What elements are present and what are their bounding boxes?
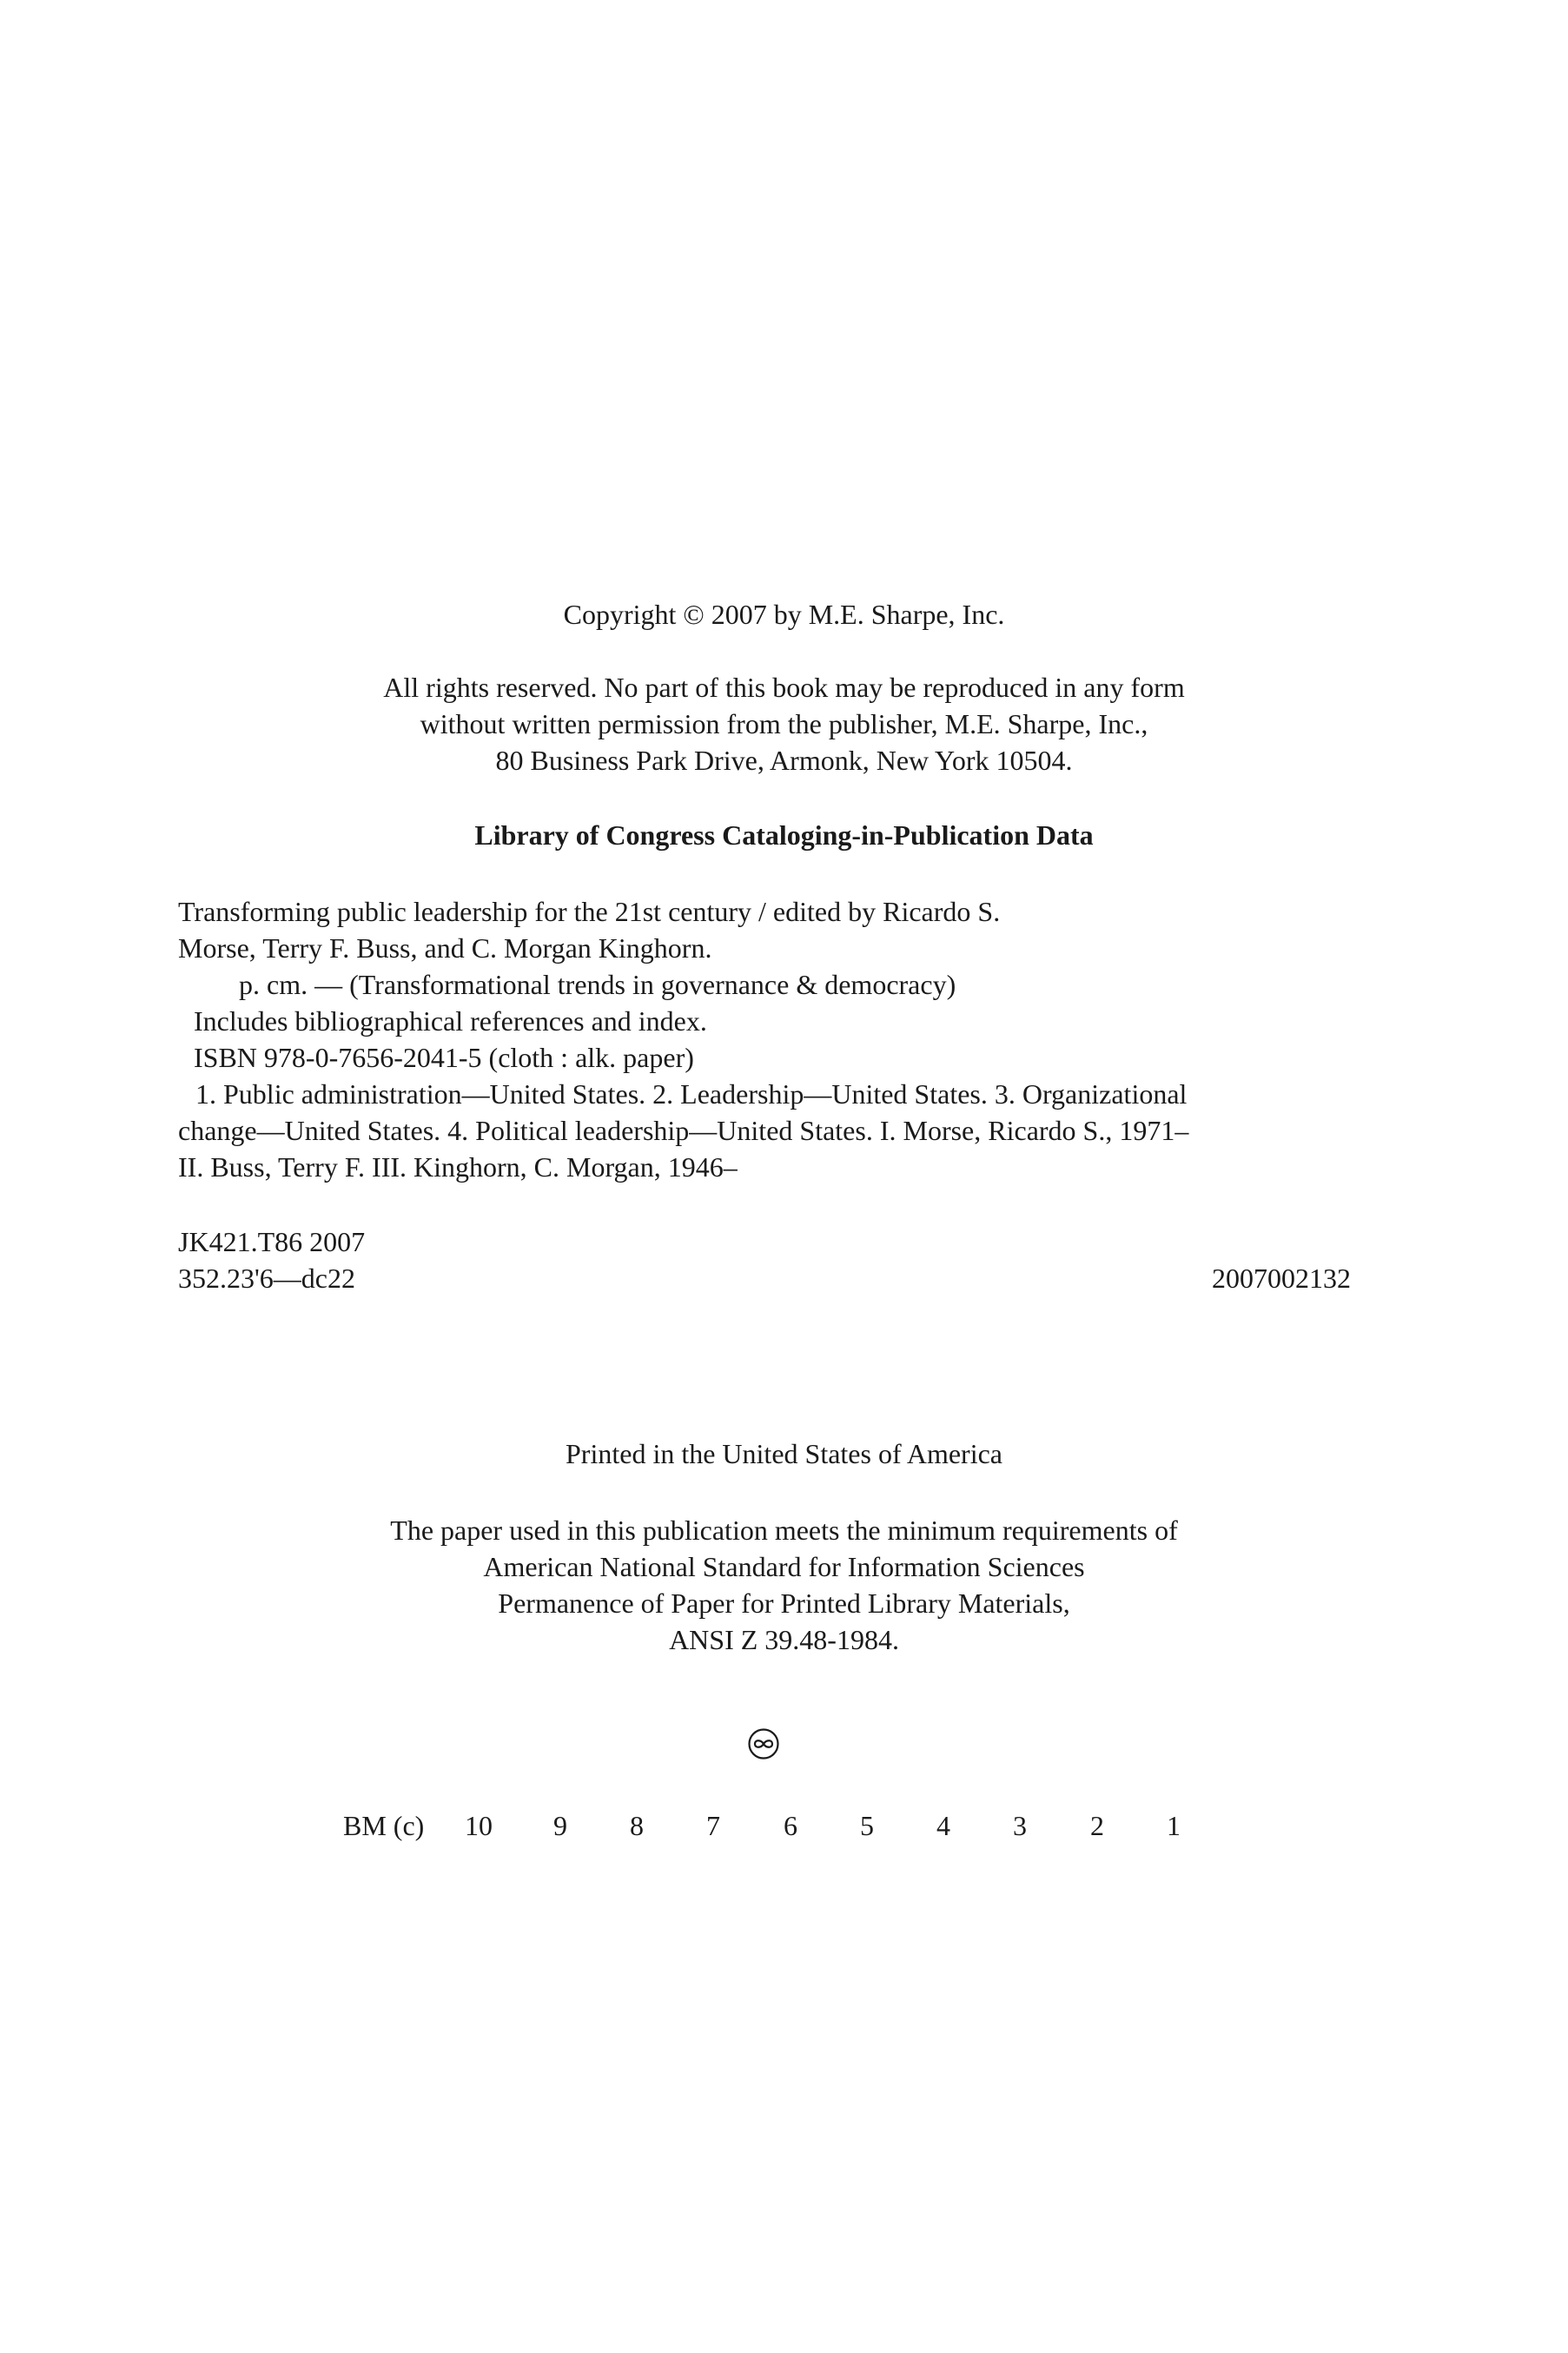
cip-title-line: Transforming public leadership for the 21st century / edited by Ricardo S. — [178, 896, 1001, 927]
copyright-notice — [0, 596, 1568, 633]
printing-number: 5 — [860, 1810, 874, 1841]
printing-number: 9 — [553, 1810, 567, 1841]
infinity-circle-icon — [747, 1727, 780, 1760]
paper-line: ANSI Z 39.48-1984. — [669, 1624, 899, 1655]
cip-title-line: Morse, Terry F. Buss, and C. Morgan Kinghorn. — [178, 932, 712, 964]
printing-number: 4 — [936, 1810, 950, 1841]
cip-includes: Includes bibliographical references and index. — [194, 1005, 707, 1037]
cip-heading — [0, 817, 1568, 853]
cip-isbn: ISBN 978-0-7656-2041-5 (cloth : alk. paper) — [194, 1042, 694, 1073]
cip-series: p. cm. — (Transformational trends in governance & democracy) — [239, 969, 956, 1000]
rights-line: without written permission from the publisher, M.E. Sharpe, Inc., — [420, 708, 1148, 739]
cip-call-number: JK421.T86 2007 — [178, 1226, 366, 1257]
paper-line: American National Standard for Information Sciences — [483, 1551, 1085, 1582]
cip-record — [178, 893, 1351, 1185]
printed-line: Printed in the United States of America — [566, 1438, 1002, 1469]
printing-number: 6 — [784, 1810, 797, 1841]
printed-statement — [0, 1435, 1568, 1472]
copyright-line: Copyright © 2007 by M.E. Sharpe, Inc. — [563, 599, 1005, 630]
paper-line: Permanence of Paper for Printed Library Materials, — [498, 1587, 1070, 1619]
cip-classification — [178, 1223, 1351, 1296]
cip-subjects-line: change—United States. 4. Political leadership—United States. I. Morse, Ricardo S., 1971– — [178, 1115, 1189, 1146]
cip-subjects-line: II. Buss, Terry F. III. Kinghorn, C. Morgan, 1946– — [178, 1151, 738, 1183]
printing-number: 7 — [706, 1810, 720, 1841]
cip-heading-text: Library of Congress Cataloging-in-Publication Data — [474, 819, 1094, 851]
printing-number: 10 — [465, 1810, 493, 1841]
printing-number: 1 — [1167, 1810, 1181, 1841]
rights-line: 80 Business Park Drive, Armonk, New York 10504. — [495, 745, 1073, 776]
printing-number: 2 — [1090, 1810, 1104, 1841]
printing-number: 8 — [630, 1810, 644, 1841]
paper-statement — [0, 1512, 1568, 1658]
rights-line: All rights reserved. No part of this book may be reproduced in any form — [383, 672, 1185, 703]
rights-statement — [0, 669, 1568, 779]
paper-line: The paper used in this publication meets the minimum requirements of — [390, 1515, 1178, 1546]
cip-subjects-line: 1. Public administration—United States. 2. Leadership—United States. 3. Organizational — [195, 1078, 1188, 1110]
cip-dewey: 352.23'6—dc22 — [178, 1263, 355, 1294]
printing-number: 3 — [1013, 1810, 1027, 1841]
cip-dewey-row — [178, 1260, 1351, 1296]
cip-lccn: 2007002132 — [1212, 1263, 1351, 1294]
printer-code: BM (c) — [343, 1810, 425, 1841]
